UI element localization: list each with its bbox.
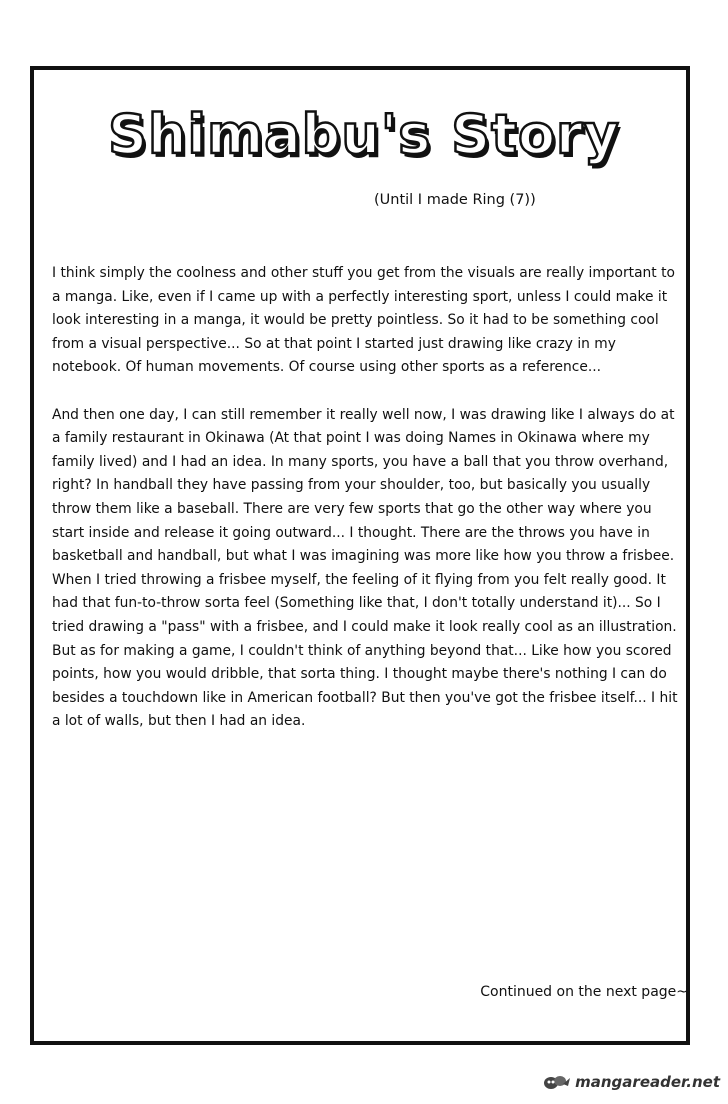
watermark-text: mangareader.net (575, 1073, 720, 1091)
page-subtitle: (Until I made Ring (7)) (374, 192, 536, 208)
continued-note: Continued on the next page~ (480, 984, 688, 1000)
story-body (52, 262, 684, 734)
story-paragraph: And then one day, I can still remember it really well now, I was drawing like I always do at a family restaurant in Okinawa (At that point I was doing Names in Okinawa where my family lived) and I had an idea. In many sports, you have a ball that you throw overhand, right? In handball they have passing from your shoulder, too, but basically you usually throw them like a baseball. There are very few sports that go the other way where you start inside and release it going outward... I thought. There are the throws you have in basketball and handball, but what I was imagining was more like how you throw a frisbee. When I tried throwing a frisbee myself, the feeling of it flying from you felt really good. It had that fun-to-throw sorta feel (Something like that, I don't totally understand it)... So I tried drawing a "pass" with a frisbee, and I could make it look really cool as an illustration. But as for making a game, I couldn't think of anything beyond that... Like how you scored points, how you would dribble, that sorta thing. I thought maybe there's nothing I can do besides a touchdown like in American football? But then you've got the frisbee itself... I hit a lot of walls, but then I had an idea. (52, 406, 678, 730)
page-title: Shimabu's Story (108, 103, 620, 166)
mangareader-logo-icon (541, 1072, 571, 1092)
story-paragraph: I think simply the coolness and other stuff you get from the visuals are really important to a manga. Like, even if I came up with a perfectly interesting sport, unless I could make it look interesting in a manga, it would be pretty pointless. So it had to be something cool from a visual perspective... So at that point I started just drawing like crazy in my notebook. Of human movements. Of course using other sports as a reference... (52, 265, 675, 376)
site-watermark[interactable] (541, 1072, 720, 1092)
